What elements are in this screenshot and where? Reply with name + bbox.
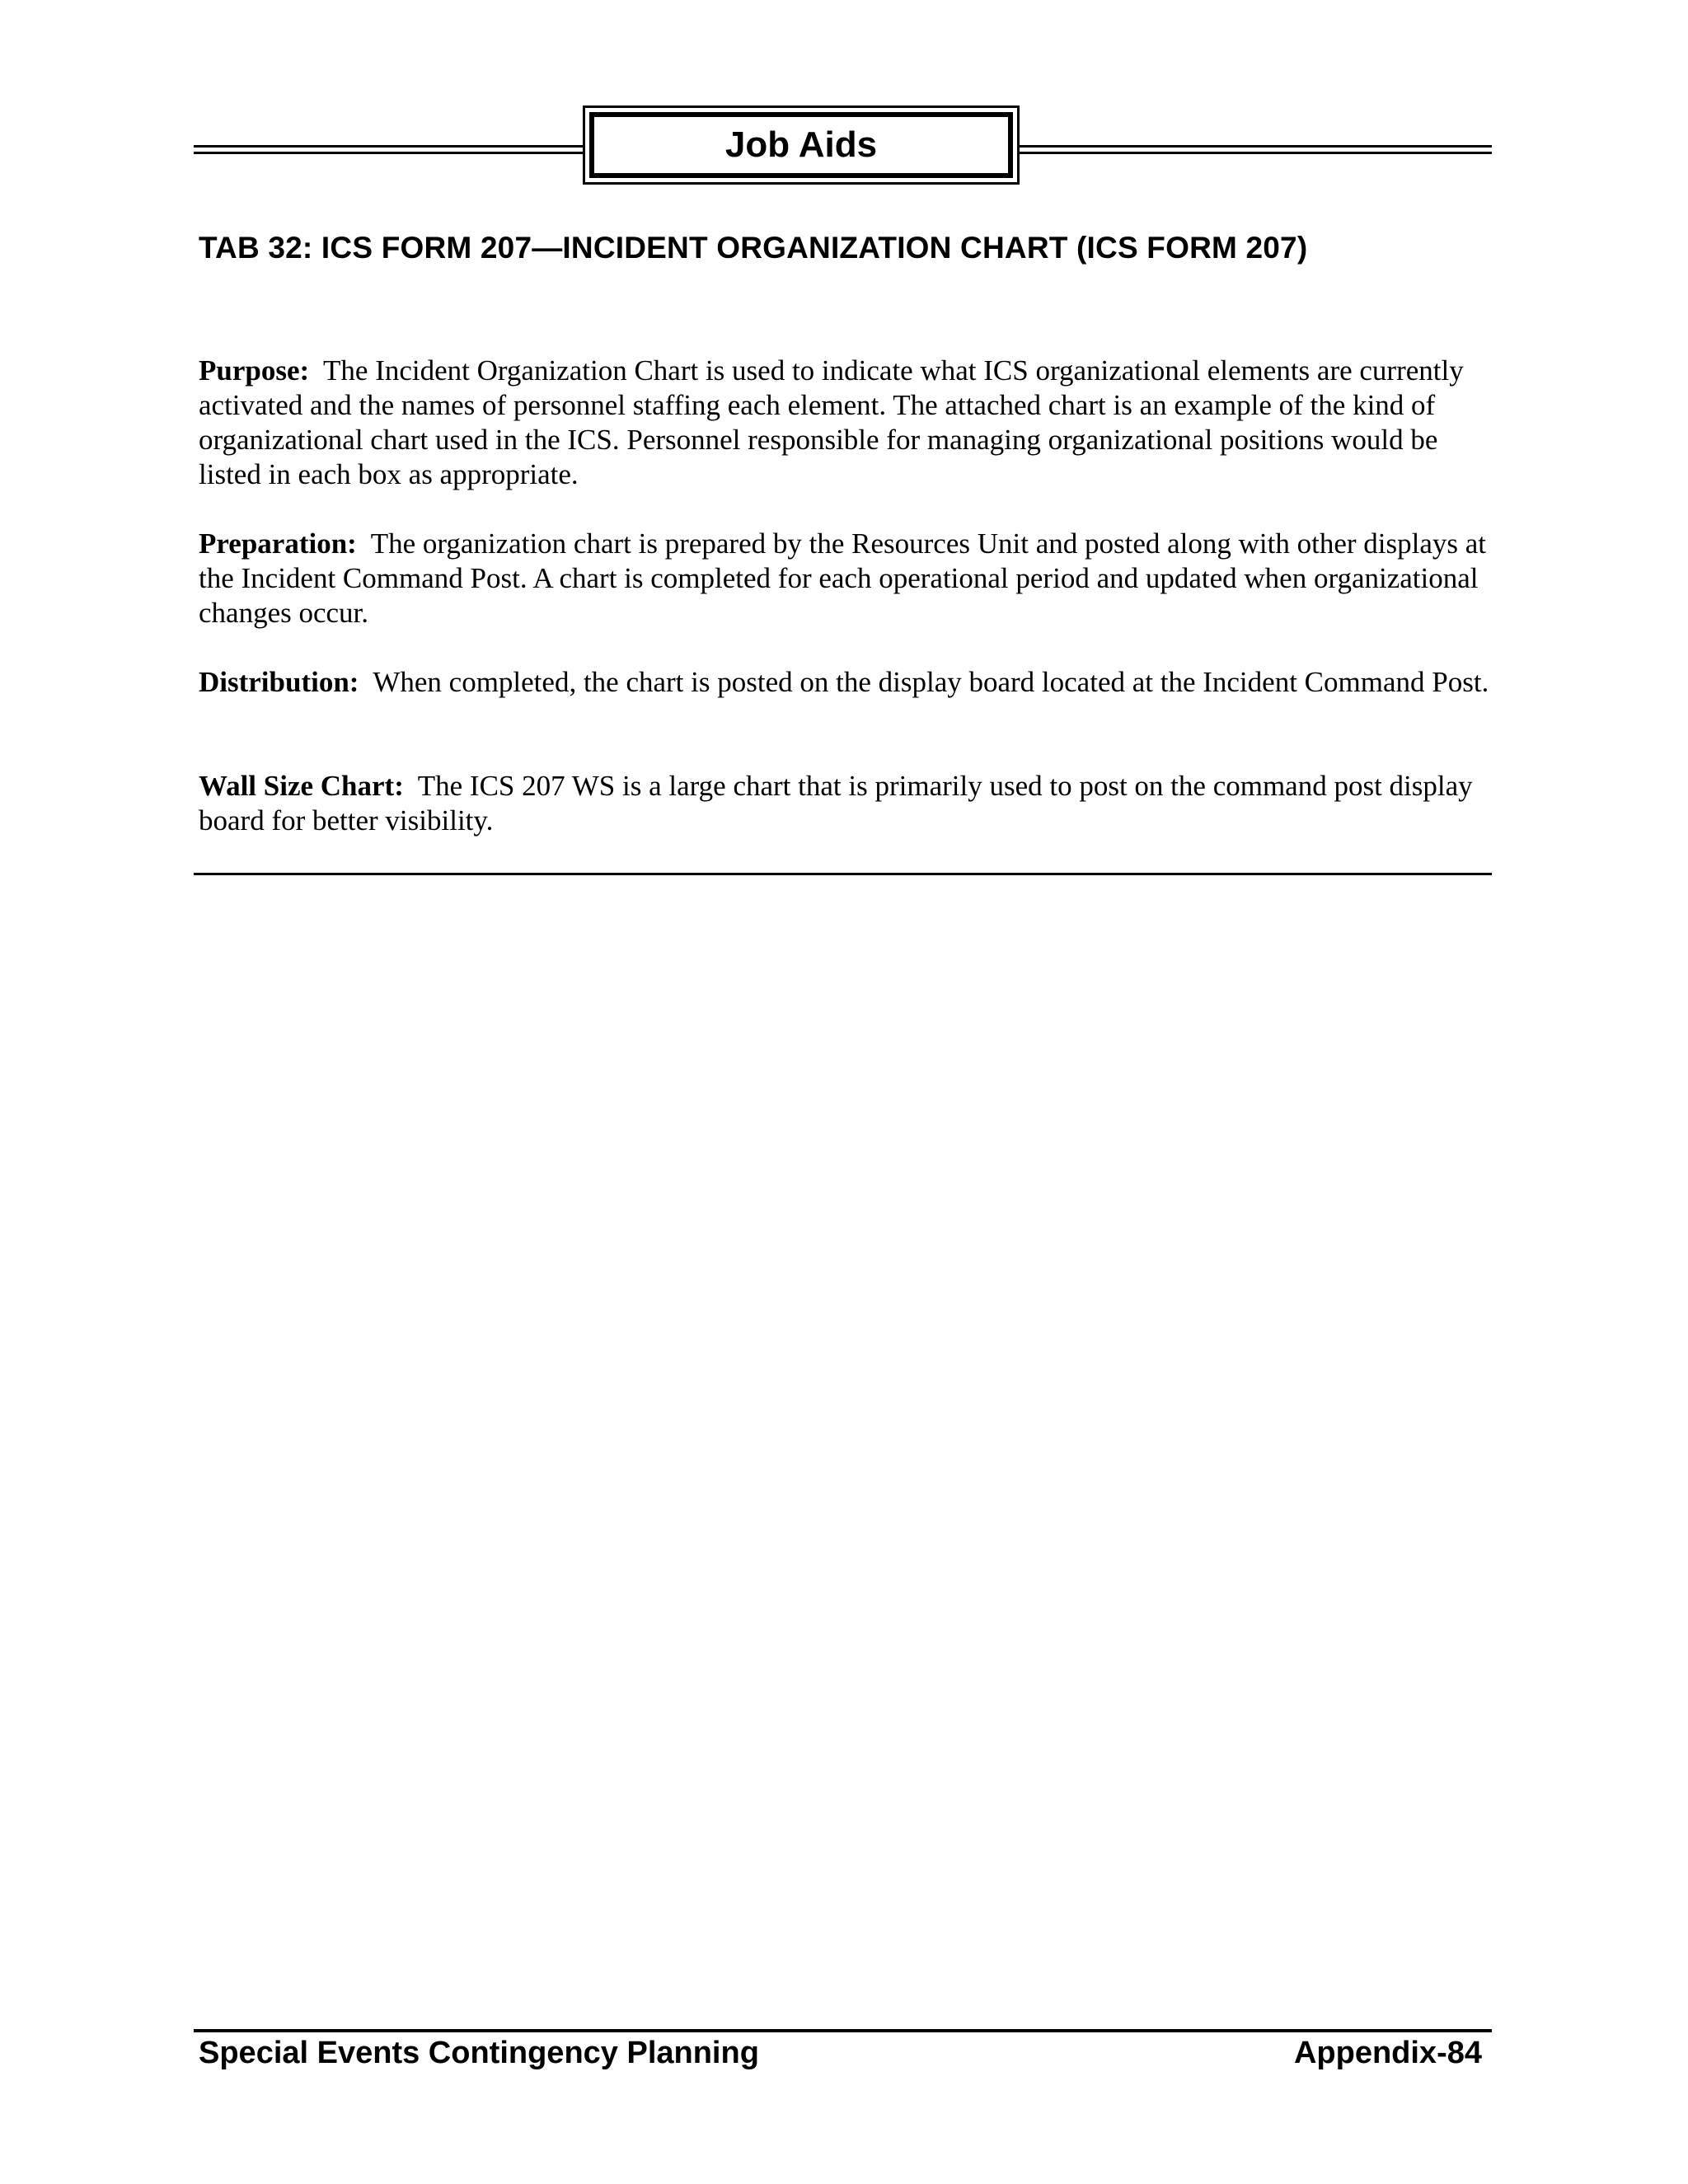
banner-rule-right-bottom [1020, 152, 1492, 154]
footer-document-title: Special Events Contingency Planning [199, 2036, 759, 2070]
banner-rule-right-top [1020, 145, 1492, 148]
preparation-paragraph [199, 527, 1497, 630]
section-divider [194, 873, 1492, 875]
banner-rule-left-top [194, 145, 585, 148]
purpose-text: The Incident Organization Chart is used to indicate what ICS organizational elements are currently activated and the names of personnel staffing each element. The attached chart is an example of the kind of organizational chart used in the ICS. Personnel responsible for managing organizational positions would be listed in each box as appropriate. [199, 354, 1464, 490]
wall-size-text: The ICS 207 WS is a large chart that is primarily used to post on the command post display board for better visibility. [199, 770, 1473, 837]
distribution-text: When completed, the chart is posted on the display board located at the Incident Command Post. [373, 666, 1489, 698]
wall-size-label: Wall Size Chart: [199, 770, 404, 802]
banner-title: Job Aids [589, 112, 1013, 178]
preparation-label: Preparation: [199, 527, 357, 560]
banner-box [583, 105, 1020, 185]
purpose-paragraph [199, 354, 1497, 492]
distribution-paragraph [199, 665, 1497, 700]
distribution-label: Distribution: [199, 666, 359, 698]
purpose-label: Purpose: [199, 354, 310, 387]
banner-rule-left-bottom [194, 152, 585, 154]
footer-page-number: Appendix-84 [1293, 2036, 1482, 2070]
wall-size-paragraph [199, 769, 1497, 838]
section-heading: TAB 32: ICS FORM 207—INCIDENT ORGANIZATION CHART (ICS FORM 207) [199, 231, 1308, 265]
footer-rule [194, 2029, 1492, 2032]
preparation-text: The organization chart is prepared by the Resources Unit and posted along with other displays at the Incident Command Post. A chart is completed for each operational period and updated when organizational changes occur. [199, 527, 1486, 629]
